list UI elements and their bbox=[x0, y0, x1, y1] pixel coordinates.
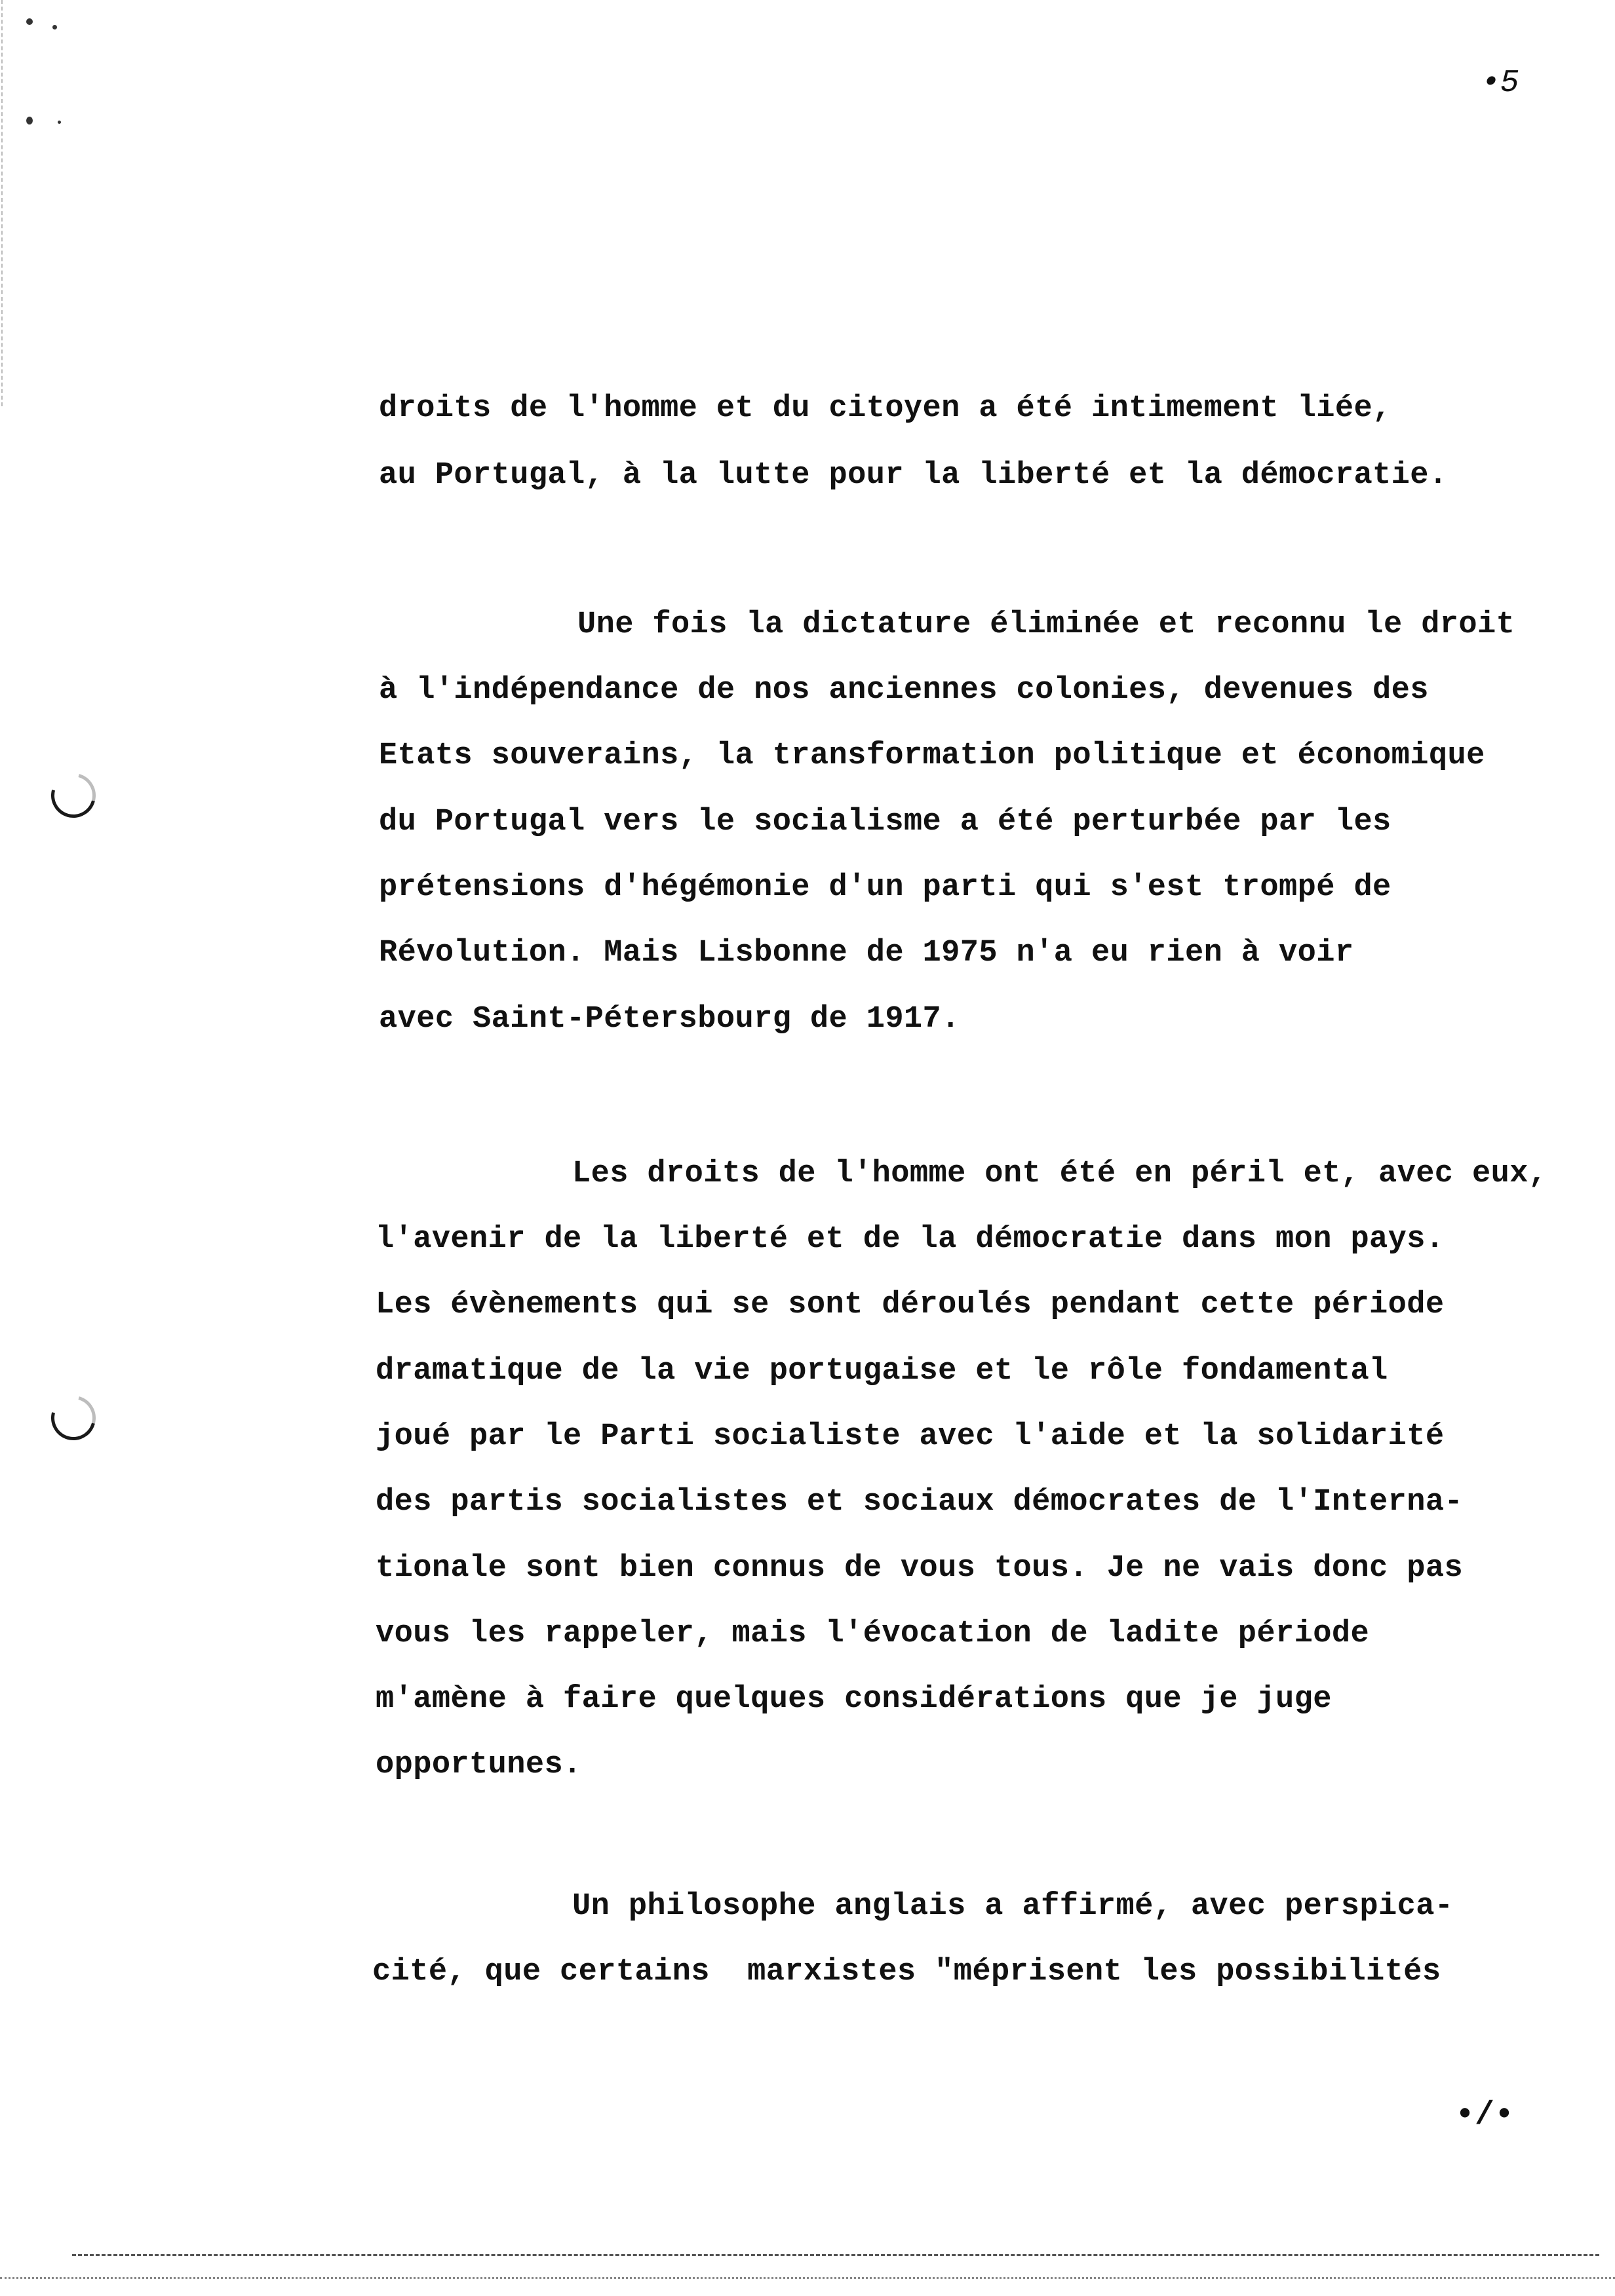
text-line: Révolution. Mais Lisbonne de 1975 n'a eu rien à voir bbox=[379, 936, 1354, 970]
scan-rule bbox=[0, 2277, 1615, 2279]
text-line: Les évènements qui se sont déroulés pendant cette période bbox=[376, 1288, 1445, 1322]
text-line: avec Saint-Pétersbourg de 1917. bbox=[379, 1002, 960, 1037]
text-line: opportunes. bbox=[376, 1748, 582, 1782]
text-line: l'avenir de la liberté et de la démocratie dans mon pays. bbox=[376, 1222, 1445, 1257]
paragraph bbox=[372, 1891, 1539, 1996]
continuation-mark: •/• bbox=[1455, 2097, 1515, 2134]
scan-speck bbox=[26, 18, 33, 25]
punch-hole bbox=[43, 1388, 104, 1449]
paragraph bbox=[376, 1158, 1595, 1788]
page-edge-mark bbox=[1, 0, 3, 406]
scan-speck bbox=[58, 121, 61, 124]
text-line: Un philosophe anglais a affirmé, avec perspica- bbox=[572, 1889, 1454, 1924]
text-line: joué par le Parti socialiste avec l'aide et la solidarité bbox=[376, 1419, 1445, 1454]
text-line: dramatique de la vie portugaise et le rôle fondamental bbox=[376, 1354, 1388, 1388]
paragraph bbox=[379, 609, 1585, 1055]
text-line: droits de l'homme et du citoyen a été intimement liée, bbox=[379, 391, 1391, 426]
text-line: du Portugal vers le socialisme a été perturbée par les bbox=[379, 805, 1391, 839]
paragraph bbox=[379, 393, 1506, 498]
text-line: m'amène à faire quelques considérations que je juge bbox=[376, 1682, 1332, 1717]
scan-rule bbox=[72, 2254, 1599, 2256]
text-line: des partis socialistes et sociaux démocrates de l'Interna- bbox=[376, 1485, 1464, 1520]
text-line: prétensions d'hégémonie d'un parti qui s'est trompé de bbox=[379, 870, 1391, 905]
scan-speck bbox=[26, 117, 33, 124]
page-number: •5 bbox=[1481, 66, 1519, 101]
text-line: au Portugal, à la lutte pour la liberté et la démocratie. bbox=[379, 458, 1448, 493]
text-line: Etats souverains, la transformation politique et économique bbox=[379, 738, 1485, 773]
text-line: Une fois la dictature éliminée et reconnu le droit bbox=[577, 607, 1515, 642]
text-line: cité, que certains marxistes "méprisent les possibilités bbox=[372, 1955, 1441, 1989]
text-line: vous les rappeler, mais l'évocation de ladite période bbox=[376, 1617, 1370, 1651]
punch-hole bbox=[43, 765, 104, 826]
text-line: Les droits de l'homme ont été en péril et, avec eux, bbox=[572, 1157, 1547, 1191]
scan-speck bbox=[52, 25, 57, 29]
text-line: tionale sont bien connus de vous tous. Je ne vais donc pas bbox=[376, 1551, 1464, 1586]
text-line: à l'indépendance de nos anciennes colonies, devenues des bbox=[379, 673, 1429, 708]
